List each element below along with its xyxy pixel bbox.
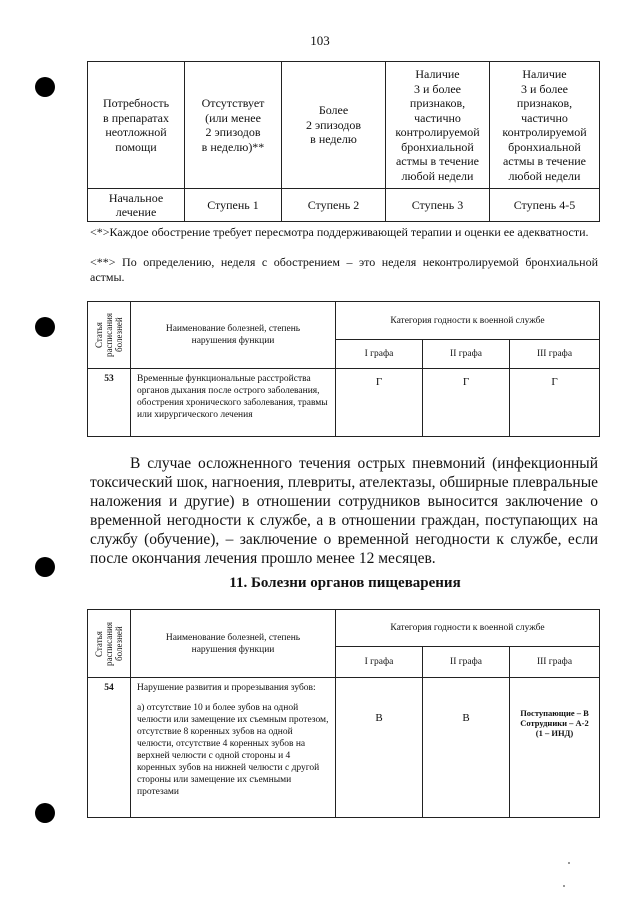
section-heading: 11. Болезни органов пищеварения — [229, 575, 461, 591]
page-number: 103 — [310, 33, 330, 48]
body-paragraph: В случае осложненного течения острых пневмоний (инфекционный токсический шок, нагноения, плевриты, ателектазы, обширные плевральные наложения и другие) в отношении сотрудников выносится заключение о временной негодности к службе, а в отношении граждан, поступающих на службу (обучение), – заключение о временной негодности к службе, если после окончания лечения прошло менее 12 месяцев. — [90, 455, 598, 567]
article-header: Статья расписания болезней — [88, 302, 131, 369]
article-header: Статья расписания болезней — [88, 610, 131, 678]
article-number: 53 — [88, 369, 131, 437]
disease-title: Нарушение развития и прорезывания зубов: — [137, 683, 316, 693]
scan-artifact — [568, 862, 570, 864]
table-header-cell: Более 2 эпизодов в неделю — [282, 62, 386, 189]
disease-header: Наименование болезней, степень нарушения функции — [131, 302, 336, 369]
table-cell: Ступень 1 — [185, 189, 282, 222]
graph-value: Г — [510, 369, 600, 437]
binder-hole — [35, 557, 55, 577]
graph-header: I графа — [336, 647, 423, 678]
category-table-54 — [87, 609, 600, 818]
article-number: 54 — [88, 678, 131, 818]
footnote: <**> По определению, неделя с обострением – это неделя неконтролируемой бронхиальной астмы. — [90, 255, 598, 284]
disease-item: а) отсутствие 10 и более зубов на одной челюсти или замещение их съемным протезом, отсутствие 8 коренных зубов на одной челюсти, отсутствие 4 коренных зубов на верхней челюсти с одной стороны и 4 коренных зубов на нижней челюсти с другой стороны или замещение их съемными протезами — [137, 703, 329, 797]
graph-value: Г — [423, 369, 510, 437]
graph-header: III графа — [510, 647, 600, 678]
disease-description: Временные функциональные расстройства органов дыхания после острого заболевания, обострения хронического заболевания, травмы или хирургического лечения — [131, 369, 336, 437]
graph-header: II графа — [423, 647, 510, 678]
table-cell: Ступень 2 — [282, 189, 386, 222]
table-row — [88, 189, 600, 222]
binder-hole — [35, 317, 55, 337]
table-row — [88, 369, 600, 437]
category-header: Категория годности к военной службе — [336, 610, 600, 647]
graph-header: III графа — [510, 340, 600, 369]
category-header: Категория годности к военной службе — [336, 302, 600, 340]
asthma-treatment-table — [87, 61, 600, 222]
table-cell: Начальное лечение — [88, 189, 185, 222]
graph-value: В — [336, 678, 423, 818]
table-header-cell: Отсутствует (или менее 2 эпизодов в неделю)** — [185, 62, 282, 189]
graph-header: I графа — [336, 340, 423, 369]
graph-value-3: Поступающие – В Сотрудники – А-2 (1 – ИНД) — [510, 678, 600, 818]
binder-hole — [35, 803, 55, 823]
footnote: <*>Каждое обострение требует пересмотра поддерживающей терапии и оценки ее адекватности. — [90, 225, 589, 239]
scan-artifact — [563, 885, 565, 887]
table-header-cell: Потребность в препаратах неотложной помощи — [88, 62, 185, 189]
table-header-cell: Наличие 3 и более признаков, частично контролируемой бронхиальной астмы в течение любой недели — [490, 62, 600, 189]
table-header-row — [88, 62, 600, 189]
graph-value: Г — [336, 369, 423, 437]
disease-header: Наименование болезней, степень нарушения функции — [131, 610, 336, 678]
category-table-53 — [87, 301, 600, 437]
binder-hole — [35, 77, 55, 97]
disease-description — [131, 678, 336, 818]
table-row — [88, 678, 600, 818]
table-header-cell: Наличие 3 и более признаков, частично контролируемой бронхиальной астмы в течение любой недели — [386, 62, 490, 189]
graph-header: II графа — [423, 340, 510, 369]
graph-value: В — [423, 678, 510, 818]
table-cell: Ступень 4-5 — [490, 189, 600, 222]
table-cell: Ступень 3 — [386, 189, 490, 222]
